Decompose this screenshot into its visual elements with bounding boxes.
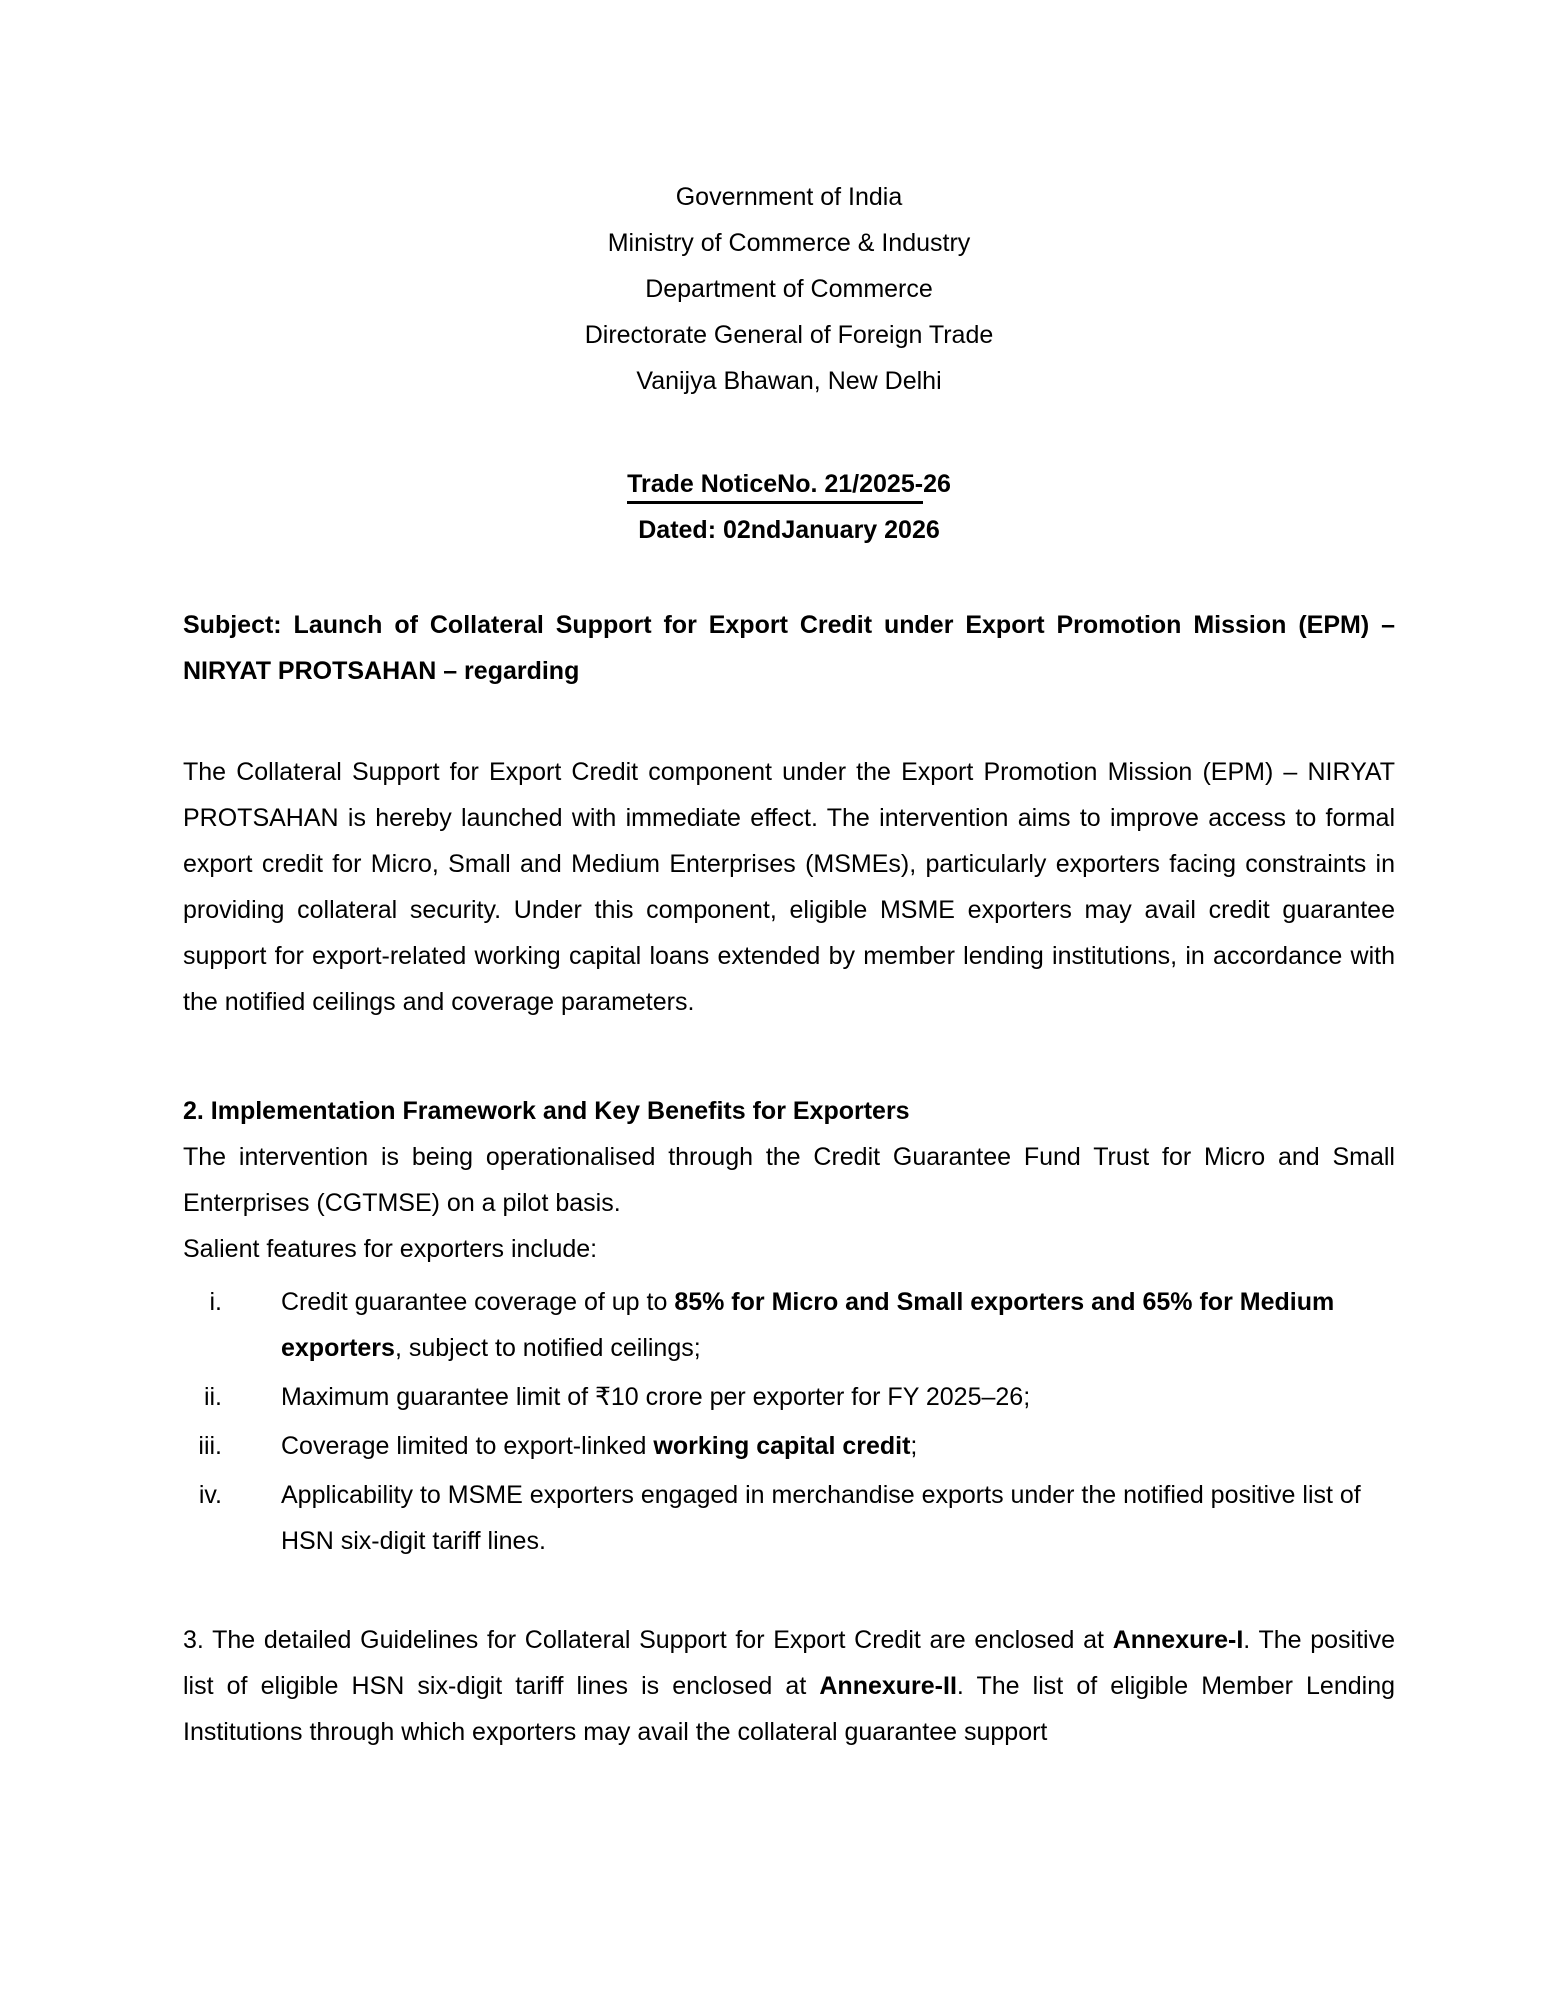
list-item-text bbox=[281, 1279, 1395, 1371]
list-item-run: Maximum guarantee limit of ₹10 crore per exporter for FY 2025–26; bbox=[281, 1383, 1031, 1411]
org-line-ministry: Ministry of Commerce & Industry bbox=[607, 229, 971, 257]
notice-date-line: Dated: 02ndJanuary 2026 bbox=[638, 516, 940, 544]
list-item-ii bbox=[183, 1374, 1395, 1420]
list-item-run: Credit guarantee coverage of up to bbox=[281, 1288, 675, 1316]
list-item-text bbox=[281, 1374, 1395, 1420]
para-run: . The positive list of eligible HSN six-digit tariff lines is enclosed at bbox=[183, 1626, 1396, 1700]
list-item-run-bold: working capital credit bbox=[653, 1432, 911, 1460]
list-item-run: Coverage limited to export-linked bbox=[281, 1432, 654, 1460]
org-line-government: Government of India bbox=[675, 183, 903, 211]
list-item-run: Applicability to MSME exporters engaged in merchandise exports under the notified positive list of HSN six-digit tariff lines. bbox=[281, 1481, 1361, 1555]
subject-line: Subject: Launch of Collateral Support for Export Credit under Export Promotion Mission (EPM) – NIRYAT PROTSAHAN – regarding bbox=[183, 611, 1395, 685]
para-run: 3. The detailed Guidelines for Collateral Support for Export Credit are enclosed at bbox=[183, 1626, 1113, 1654]
notice-title-underlined: Trade NoticeNo. 21/2025- bbox=[627, 470, 923, 504]
list-item-text bbox=[281, 1423, 1395, 1469]
list-item-iii bbox=[183, 1423, 1395, 1469]
list-item-marker: iv. bbox=[198, 1481, 222, 1509]
list-item-run: , subject to notified ceilings; bbox=[394, 1334, 701, 1362]
paragraph-launch: The Collateral Support for Export Credit component under the Export Promotion Mission (EPM) – NIRYAT PROTSAHAN is hereby launched with immediate effect. The intervention aims to improve access to formal export credit for Micro, Small and Medium Enterprises (MSMEs), particularly exporters facing constraints in providing collateral security. Under this component, eligible MSME exporters may avail credit guarantee support for export-related working capital loans extended by member lending institutions, in accordance with the notified ceilings and coverage parameters. bbox=[183, 758, 1395, 1016]
salient-features-label: Salient features for exporters include: bbox=[183, 1235, 598, 1263]
list-item-i bbox=[183, 1279, 1395, 1371]
list-item-marker: ii. bbox=[203, 1383, 222, 1411]
section-2-heading: 2. Implementation Framework and Key Benefits for Exporters bbox=[183, 1097, 910, 1125]
annexure-2-ref: Annexure-II bbox=[819, 1672, 957, 1700]
paragraph-annexures bbox=[183, 1617, 1395, 1755]
list-item-run-bold: 85% for Micro and Small exporters and 65% for Medium exporters bbox=[281, 1288, 1335, 1362]
list-item-iv bbox=[183, 1472, 1395, 1564]
para-run: . The list of eligible Member Lending Institutions through which exporters may avail the collateral guarantee support bbox=[183, 1672, 1396, 1746]
list-item-marker: i. bbox=[209, 1288, 222, 1316]
org-header bbox=[183, 174, 1395, 404]
notice-title bbox=[183, 461, 1395, 507]
org-line-address: Vanijya Bhawan, New Delhi bbox=[636, 367, 942, 395]
notice-title-suffix: 26 bbox=[923, 470, 951, 498]
list-item-text bbox=[281, 1472, 1395, 1564]
section-2-intro: The intervention is being operationalised through the Credit Guarantee Fund Trust for Micro and Small Enterprises (CGTMSE) on a pilot basis. bbox=[183, 1143, 1395, 1217]
annexure-1-ref: Annexure-I bbox=[1112, 1626, 1244, 1654]
org-line-directorate: Directorate General of Foreign Trade bbox=[584, 321, 994, 349]
list-item-run: ; bbox=[910, 1432, 918, 1460]
salient-features-list bbox=[183, 1279, 1395, 1564]
org-line-department: Department of Commerce bbox=[645, 275, 933, 303]
list-item-marker: iii. bbox=[198, 1432, 222, 1460]
